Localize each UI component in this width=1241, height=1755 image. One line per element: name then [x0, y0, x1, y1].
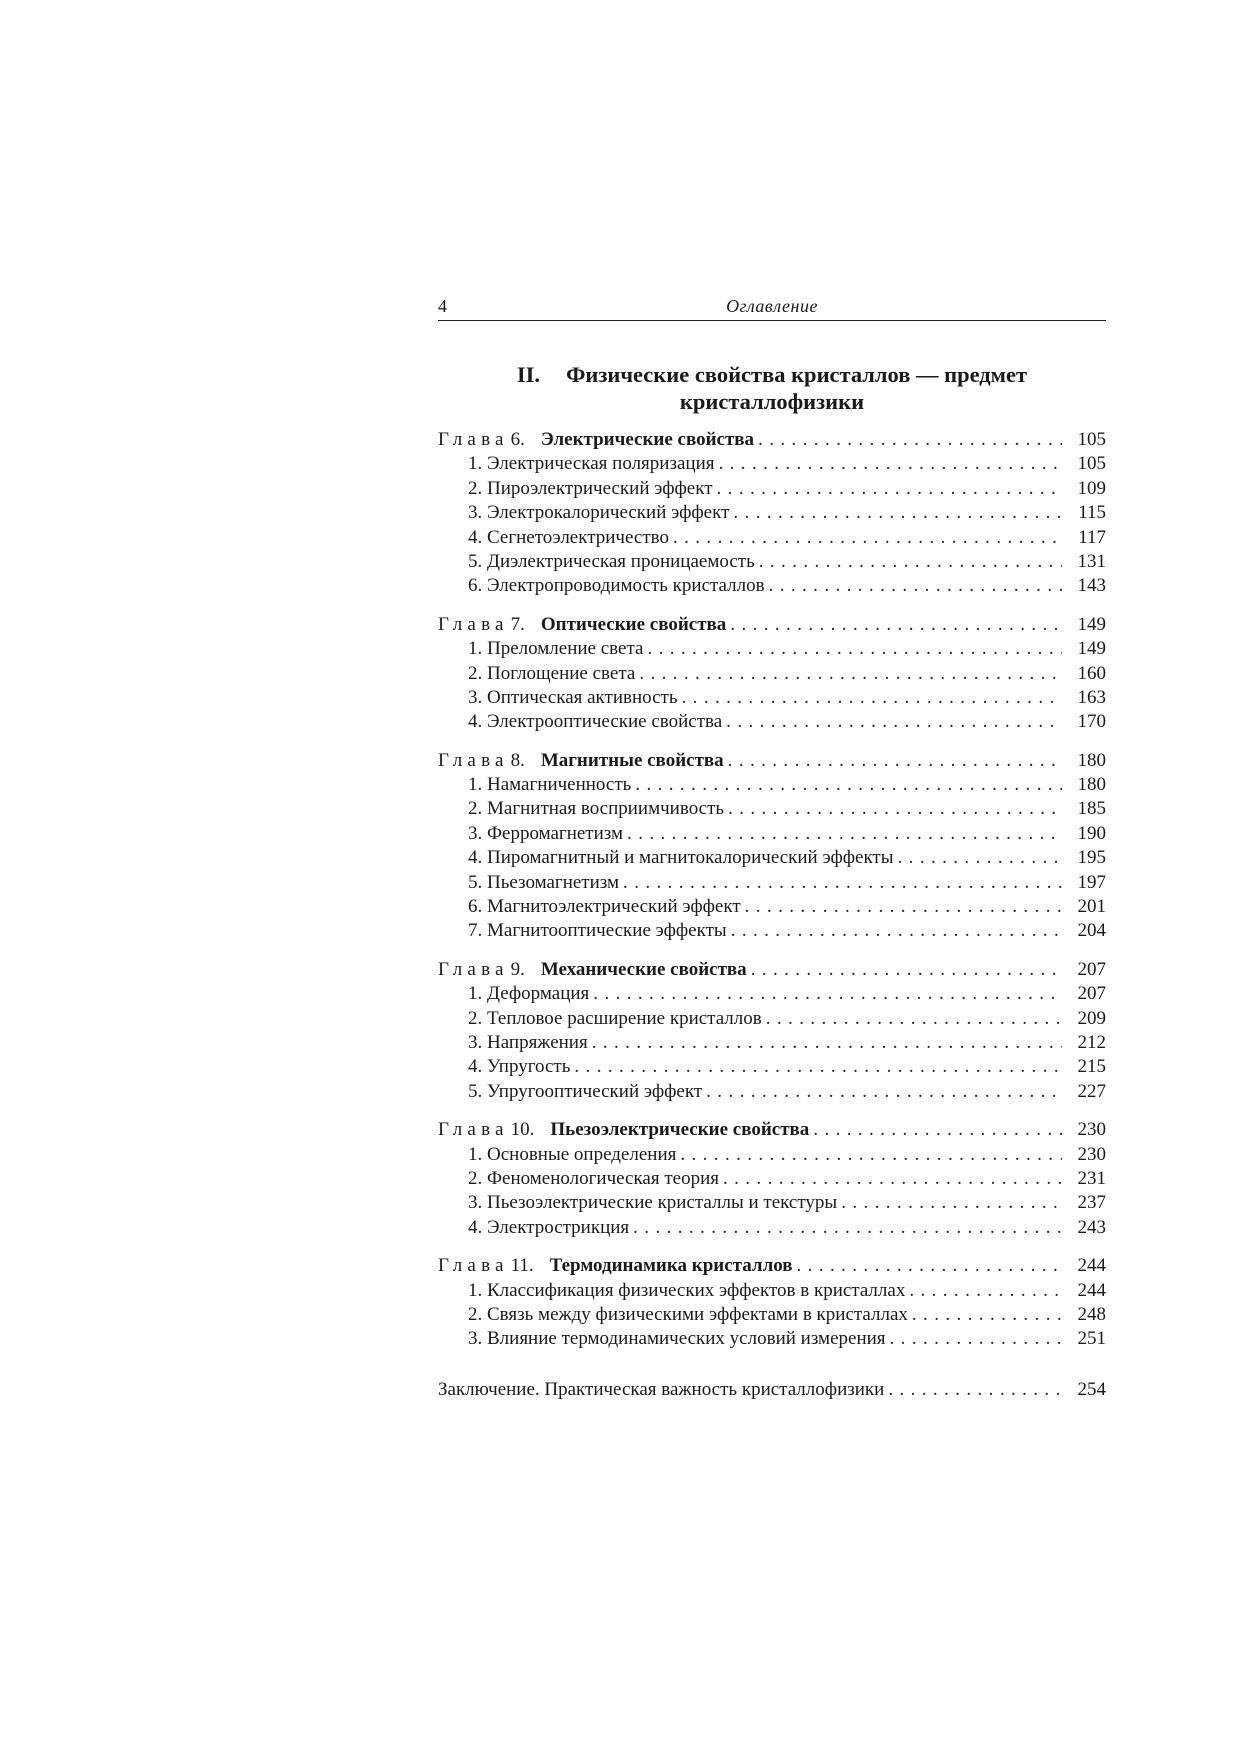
toc-entry-conclusion[interactable]: [438, 1379, 1106, 1403]
part-number: II.: [516, 362, 541, 387]
chapter-title: Термодинамика кристаллов: [549, 1255, 793, 1277]
dot-leader: [745, 896, 1062, 918]
chapter-title: Пьезоэлектрические свойства: [550, 1119, 810, 1141]
dot-leader: [718, 453, 1062, 475]
page-ref: 149: [1077, 613, 1106, 635]
dot-leader: [759, 551, 1062, 573]
toc-entry-section[interactable]: [438, 1280, 1106, 1304]
chapter-block: [438, 1119, 1106, 1241]
dot-leader: [633, 1217, 1062, 1239]
section-title: 1. Электрическая поляризация: [468, 453, 715, 475]
page-ref: 230: [1077, 1119, 1106, 1141]
chapter-title: Магнитные свойства: [540, 749, 724, 771]
part-heading: [438, 361, 1106, 415]
chapter-number: 9.: [510, 958, 525, 980]
running-head: [438, 296, 1106, 321]
dot-leader: [888, 1379, 1062, 1401]
toc-entry-chapter[interactable]: [438, 614, 1106, 638]
chapter-number: 7.: [510, 613, 525, 635]
dot-leader: [647, 638, 1062, 660]
toc-entry-section[interactable]: [438, 1217, 1106, 1241]
page-ref: 131: [1077, 550, 1106, 572]
toc-entry-section[interactable]: [438, 1008, 1106, 1032]
chapter-list: [438, 429, 1106, 1353]
page-ref: 109: [1077, 477, 1106, 499]
page-ref: 180: [1077, 774, 1106, 796]
page-ref: 180: [1077, 749, 1106, 771]
dot-leader: [898, 847, 1062, 869]
toc-entry-section[interactable]: [438, 551, 1106, 575]
toc-entry-section[interactable]: [438, 687, 1106, 711]
dot-leader: [841, 1192, 1062, 1214]
toc-entry-section[interactable]: [438, 453, 1106, 477]
dot-leader: [758, 429, 1062, 451]
section-title: 2. Связь между физическими эффектами в кристаллах: [468, 1303, 908, 1325]
conclusion-title: Заключение. Практическая важность кристаллофизики: [438, 1378, 885, 1400]
page-ref: 231: [1077, 1167, 1106, 1189]
page-ref: 227: [1077, 1080, 1106, 1102]
page-ref: 244: [1077, 1279, 1106, 1301]
dot-leader: [639, 663, 1062, 685]
chapter-title: Электрические свойства: [540, 429, 755, 450]
page-ref: 248: [1077, 1303, 1106, 1325]
page-ref: 160: [1077, 662, 1106, 684]
section-title: 3. Напряжения: [468, 1031, 588, 1053]
page-ref: 207: [1077, 983, 1106, 1005]
part-title-line2: кристаллофизики: [679, 389, 865, 414]
page-ref: 115: [1078, 502, 1106, 524]
page-ref: 204: [1077, 920, 1106, 942]
page-ref: 117: [1078, 526, 1106, 548]
toc-entry-section[interactable]: [438, 847, 1106, 871]
chapter-block: [438, 959, 1106, 1105]
section-title: 2. Тепловое расширение кристаллов: [468, 1007, 762, 1029]
toc-entry-section[interactable]: [438, 1081, 1106, 1105]
page-ref: 105: [1077, 453, 1106, 475]
toc-entry-section[interactable]: [438, 920, 1106, 944]
dot-leader: [574, 1056, 1062, 1078]
section-title: 5. Диэлектрическая проницаемость: [468, 550, 755, 572]
page-ref: 215: [1077, 1056, 1106, 1078]
page-ref: 163: [1077, 686, 1106, 708]
chapter-prefix: Глава: [438, 613, 509, 635]
toc-entry-section[interactable]: [438, 1144, 1106, 1168]
toc-entry-chapter[interactable]: [438, 959, 1106, 983]
chapter-label: [438, 614, 726, 636]
dot-leader: [623, 872, 1062, 894]
toc-entry-section[interactable]: [438, 798, 1106, 822]
toc-entry-section[interactable]: [438, 1192, 1106, 1216]
toc-entry-section[interactable]: [438, 1056, 1106, 1080]
section-title: 2. Поглощение света: [468, 662, 636, 684]
dot-leader: [717, 478, 1062, 500]
toc-entry-section[interactable]: [438, 527, 1106, 551]
dot-leader: [797, 1255, 1062, 1277]
page-ref: 207: [1077, 958, 1106, 980]
page-ref: 201: [1077, 896, 1106, 918]
chapter-block: [438, 750, 1106, 945]
page-ref: 244: [1077, 1255, 1106, 1277]
toc-entry-section[interactable]: [438, 663, 1106, 687]
chapter-number: 11.: [510, 1255, 534, 1277]
page-ref: 105: [1077, 429, 1106, 450]
chapter-number: 8.: [510, 749, 525, 771]
section-title: 1. Намагниченность: [468, 774, 632, 796]
toc-entry-section[interactable]: [438, 896, 1106, 920]
dot-leader: [769, 575, 1062, 597]
chapter-label: [438, 959, 747, 981]
dot-leader: [766, 1008, 1062, 1030]
dot-leader: [627, 823, 1062, 845]
dot-leader: [673, 527, 1062, 549]
part-title-line1: Физические свойства кристаллов — предмет: [566, 362, 1028, 387]
chapter-block: [438, 429, 1106, 600]
page-ref: 230: [1077, 1143, 1106, 1165]
chapter-block: [438, 614, 1106, 736]
page-number: 4: [438, 296, 447, 316]
dot-leader: [890, 1328, 1062, 1350]
page-ref: 243: [1077, 1216, 1106, 1238]
page-ref: 254: [1077, 1378, 1106, 1400]
section-title: 3. Влияние термодинамических условий измерения: [468, 1328, 886, 1350]
dot-leader: [909, 1280, 1062, 1302]
page-ref: 237: [1077, 1192, 1106, 1214]
page-ref: 149: [1077, 638, 1106, 660]
section-title: 4. Сегнетоэлектричество: [468, 526, 669, 548]
dot-leader: [680, 1144, 1062, 1166]
dot-leader: [706, 1081, 1062, 1103]
toc-entry-chapter[interactable]: [438, 429, 1106, 453]
section-title: 1. Деформация: [468, 983, 590, 1005]
page-ref: 209: [1077, 1007, 1106, 1029]
dot-leader: [726, 711, 1062, 733]
chapter-label: [438, 429, 754, 451]
section-title: 5. Пьезомагнетизм: [468, 871, 620, 893]
toc-entry-chapter[interactable]: [438, 1255, 1106, 1279]
dot-leader: [912, 1304, 1062, 1326]
dot-leader: [813, 1119, 1062, 1141]
section-title: 7. Магнитооптические эффекты: [468, 920, 727, 942]
dot-leader: [730, 614, 1062, 636]
page-ref: 251: [1077, 1328, 1106, 1350]
page-ref: 170: [1077, 711, 1106, 733]
chapter-label: [438, 1255, 793, 1277]
toc-entry-section[interactable]: [438, 823, 1106, 847]
dot-leader: [682, 687, 1062, 709]
section-title: 5. Упругооптический эффект: [468, 1080, 703, 1102]
toc-entry-section[interactable]: [438, 502, 1106, 526]
page-ref: 190: [1077, 822, 1106, 844]
toc-entry-section[interactable]: [438, 983, 1106, 1007]
page-ref: 143: [1077, 575, 1106, 597]
chapter-prefix: Глава: [438, 749, 509, 771]
dot-leader: [723, 1168, 1062, 1190]
toc-entry-section[interactable]: [438, 1304, 1106, 1328]
dot-leader: [751, 959, 1062, 981]
section-title: 1. Основные определения: [468, 1143, 677, 1165]
dot-leader: [592, 1032, 1062, 1054]
section-title: 1. Преломление света: [468, 638, 644, 660]
page-ref: 197: [1077, 871, 1106, 893]
section-title: 4. Электрооптические свойства: [468, 711, 723, 733]
section-title: 1. Классификация физических эффектов в кристаллах: [468, 1279, 906, 1301]
section-title: 6. Магнитоэлектрический эффект: [468, 896, 741, 918]
toc-entry-section[interactable]: [438, 872, 1106, 896]
page-ref: 212: [1077, 1031, 1106, 1053]
chapter-prefix: Глава: [438, 958, 509, 980]
section-title: 2. Пироэлектрический эффект: [468, 477, 713, 499]
running-title: Оглавление: [726, 296, 818, 316]
chapter-prefix: Глава: [438, 1255, 509, 1277]
chapter-block: [438, 1255, 1106, 1353]
toc-entry-chapter[interactable]: [438, 750, 1106, 774]
toc-entry-section[interactable]: [438, 1328, 1106, 1352]
page-ref: 195: [1077, 847, 1106, 869]
dot-leader: [731, 920, 1062, 942]
section-title: 4. Пиромагнитный и магнитокалорический эффекты: [468, 847, 894, 869]
toc-entry-section[interactable]: [438, 774, 1106, 798]
section-title: 4. Электрострикция: [468, 1216, 630, 1238]
chapter-label: [438, 750, 724, 772]
chapter-prefix: Глава: [438, 429, 509, 450]
toc-entry-section[interactable]: [438, 711, 1106, 735]
section-title: 3. Ферромагнетизм: [468, 822, 624, 844]
dot-leader: [593, 983, 1062, 1005]
toc-entry-section[interactable]: [438, 638, 1106, 662]
chapter-title: Оптические свойства: [540, 613, 727, 635]
dot-leader: [728, 798, 1062, 820]
toc-entry-section[interactable]: [438, 575, 1106, 599]
section-title: 3. Пьезоэлектрические кристаллы и текстуры: [468, 1192, 838, 1214]
toc-entry-section[interactable]: [438, 1168, 1106, 1192]
section-title: 3. Оптическая активность: [468, 686, 678, 708]
dot-leader: [728, 750, 1062, 772]
section-title: 3. Электрокалорический эффект: [468, 502, 730, 524]
chapter-label: [438, 1119, 809, 1141]
section-title: 2. Феноменологическая теория: [468, 1167, 719, 1189]
toc-entry-section[interactable]: [438, 478, 1106, 502]
chapter-number: 6.: [510, 429, 525, 450]
toc-entry-chapter[interactable]: [438, 1119, 1106, 1143]
dot-leader: [635, 774, 1062, 796]
section-title: 2. Магнитная восприимчивость: [468, 798, 725, 820]
toc-page: [438, 296, 1106, 1403]
dot-leader: [733, 502, 1062, 524]
page-ref: 185: [1077, 798, 1106, 820]
chapter-title: Механические свойства: [540, 958, 747, 980]
chapter-number: 10.: [510, 1119, 535, 1141]
section-title: 6. Электропроводимость кристаллов: [468, 575, 765, 597]
toc-entry-section[interactable]: [438, 1032, 1106, 1056]
chapter-prefix: Глава: [438, 1119, 509, 1141]
section-title: 4. Упругость: [468, 1056, 571, 1078]
